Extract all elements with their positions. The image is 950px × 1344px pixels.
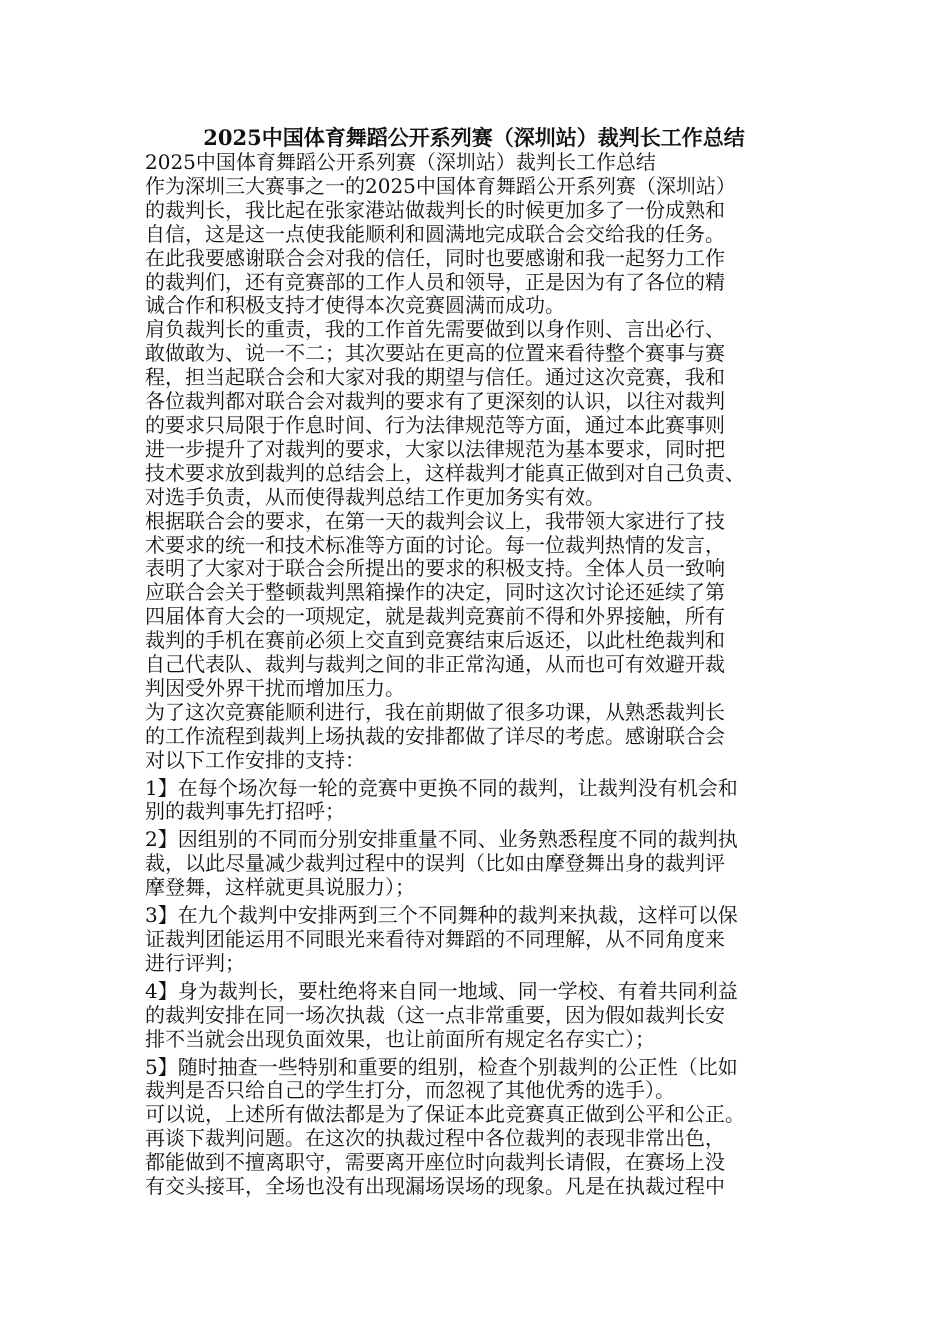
- text-line: 2025中国体育舞蹈公开系列赛（深圳站）裁判长工作总结: [145, 150, 656, 174]
- list-item: [145, 828, 805, 900]
- list-item-line: 2】因组别的不同而分别安排重量不同、业务熟悉程度不同的裁判执: [145, 827, 738, 852]
- text-line: 作为深圳三大赛事之一的2025中国体育舞蹈公开系列赛（深圳站）: [145, 173, 736, 198]
- text-line: 可以说，上述所有做法都是为了保证本此竞赛真正做到公平和公正。: [145, 1102, 745, 1127]
- list-item-line: 进行评判；: [145, 950, 245, 975]
- list-item-line: 1】在每个场次每一轮的竞赛中更换不同的裁判，让裁判没有机会和: [145, 775, 738, 800]
- text-line: 再谈下裁判问题。在这次的执裁过程中各位裁判的表现非常出色，: [145, 1126, 725, 1151]
- text-line: 裁判的手机在赛前必须上交直到竞赛结束后返还，以此杜绝裁判和: [145, 628, 725, 653]
- list-item-line: 别的裁判事先打招呼；: [145, 799, 345, 824]
- text-line: 都能做到不擅离职守，需要离开座位时向裁判长请假，在赛场上没: [145, 1150, 725, 1175]
- text-line: 的要求只局限于作息时间、行为法律规范等方面，通过本此赛事则: [145, 412, 725, 437]
- text-line: 诚合作和积极支持才使得本次竞赛圆满而成功。: [145, 293, 565, 318]
- text-line: 的裁判们，还有竞赛部的工作人员和领导，正是因为有了各位的精: [145, 269, 725, 294]
- list-item-line: 摩登舞，这样就更具说服力）；: [145, 875, 415, 900]
- text-line: 的工作流程到裁判上场执裁的安排都做了详尽的考虑。感谢联合会: [145, 723, 725, 748]
- document-title: 2025中国体育舞蹈公开系列赛（深圳站）裁判长工作总结: [203, 125, 745, 150]
- list-item-line: 排不当就会出现负面效果，也让前面所有规定名存实亡）；: [145, 1026, 655, 1051]
- list-item-line: 3】在九个裁判中安排两到三个不同舞种的裁判来执裁，这样可以保: [145, 903, 738, 928]
- text-line: 自信，这是这一点使我能顺利和圆满地完成联合会交给我的任务。: [145, 221, 725, 246]
- text-line: 术要求的统一和技术标准等方面的讨论。每一位裁判热情的发言，: [145, 532, 725, 557]
- text-line: 敢做敢为、说一不二；其次要站在更高的位置来看待整个赛事与赛: [145, 341, 725, 366]
- paragraph-block: [145, 151, 805, 773]
- text-line: 四届体育大会的一项规定，就是裁判竞赛前不得和外界接触，所有: [145, 604, 725, 629]
- document-text: [145, 151, 805, 1199]
- text-line: 程，担当起联合会和大家对我的期望与信任。通过这次竞赛，我和: [145, 365, 725, 390]
- text-line: 有交头接耳，全场也没有出现漏场误场的现象。凡是在执裁过程中: [145, 1174, 725, 1199]
- text-line: 自己代表队、裁判与裁判之间的非正常沟通，从而也可有效避开裁: [145, 652, 725, 677]
- text-line: 对选手负责，从而使得裁判总结工作更加务实有效。: [145, 484, 605, 509]
- text-line: 的裁判长，我比起在张家港站做裁判长的时候更加多了一份成熟和: [145, 197, 725, 222]
- list-item: [145, 980, 805, 1052]
- text-line: 在此我要感谢联合会对我的信任，同时也要感谢和我一起努力工作: [145, 245, 725, 270]
- closing-paragraph: [145, 1103, 805, 1199]
- text-line: 技术要求放到裁判的总结会上，这样裁判才能真正做到对自己负责、: [145, 460, 745, 485]
- list-item: [145, 1056, 805, 1104]
- text-line: 进一步提升了对裁判的要求，大家以法律规范为基本要求，同时把: [145, 436, 725, 461]
- list-item-line: 裁，以此尽量减少裁判过程中的误判（比如由摩登舞出身的裁判评: [145, 851, 725, 876]
- list-item: [145, 777, 805, 825]
- list-item-line: 裁判是否只给自己的学生打分，而忽视了其他优秀的选手）。: [145, 1078, 675, 1103]
- text-line: 各位裁判都对联合会对裁判的要求有了更深刻的认识，以往对裁判: [145, 389, 725, 414]
- document-body: [145, 124, 805, 1199]
- text-line: 肩负裁判长的重责，我的工作首先需要做到以身作则、言出必行、: [145, 317, 725, 342]
- text-line: 判因受外界干扰而增加压力。: [145, 675, 405, 700]
- text-line: 根据联合会的要求，在第一天的裁判会议上，我带领大家进行了技: [145, 508, 725, 533]
- list-item: [145, 904, 805, 976]
- list-item-line: 证裁判团能运用不同眼光来看待对舞蹈的不同理解，从不同角度来: [145, 927, 725, 951]
- text-line: 表明了大家对于联合会所提出的要求的积极支持。全体人员一致响: [145, 556, 725, 581]
- numbered-list: [145, 777, 805, 1104]
- text-line: 为了这次竞赛能顺利进行，我在前期做了很多功课，从熟悉裁判长: [145, 699, 725, 724]
- list-item-line: 4】身为裁判长，要杜绝将来自同一地域、同一学校、有着共同利益: [145, 978, 738, 1003]
- list-item-line: 的裁判安排在同一场次执裁（这一点非常重要，因为假如裁判长安: [145, 1002, 725, 1027]
- list-item-line: 5】随时抽查一些特别和重要的组别，检查个别裁判的公正性（比如: [145, 1054, 738, 1079]
- text-line: 应联合会关于整顿裁判黑箱操作的决定，同时这次讨论还延续了第: [145, 580, 725, 605]
- text-line: 对以下工作安排的支持：: [145, 747, 365, 772]
